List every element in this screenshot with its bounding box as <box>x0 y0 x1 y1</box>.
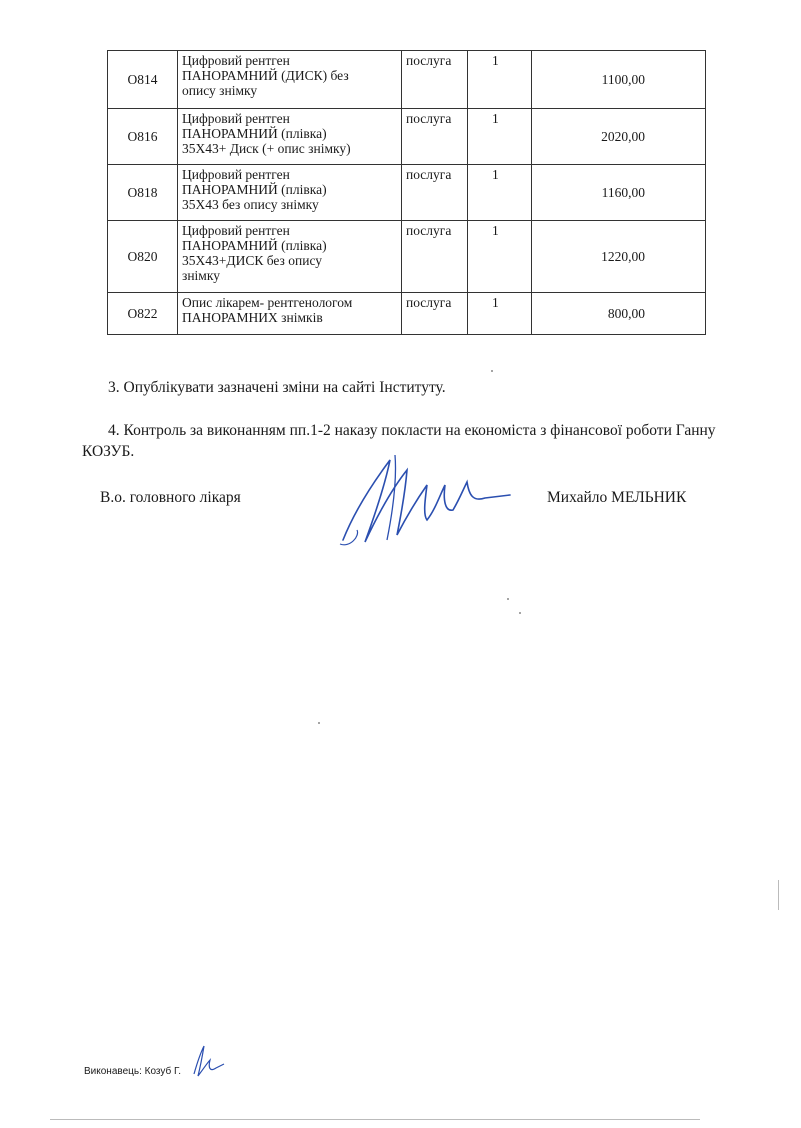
service-qty: 1 <box>468 165 532 221</box>
service-name-line: Опис лікарем- рентгенологом <box>182 295 353 310</box>
initials-signature-icon <box>188 1040 228 1080</box>
service-name <box>178 221 402 293</box>
services-table <box>107 50 706 335</box>
service-name-line: ПАНОРАМНИЙ (плівка) <box>182 182 327 197</box>
service-name-line: ПАНОРАМНИХ знімків <box>182 310 323 325</box>
service-code: О820 <box>108 221 178 293</box>
service-name-line: Цифровий рентген <box>182 111 290 126</box>
service-name <box>178 165 402 221</box>
service-qty: 1 <box>468 51 532 109</box>
service-unit: послуга <box>402 109 468 165</box>
table-row <box>108 293 706 335</box>
signature-icon <box>335 440 515 550</box>
table-row <box>108 109 706 165</box>
service-code: О822 <box>108 293 178 335</box>
executor-note: Виконавець: Козуб Г. <box>84 1066 181 1077</box>
service-qty: 1 <box>468 221 532 293</box>
service-price: 1220,00 <box>532 221 706 293</box>
service-unit: послуга <box>402 293 468 335</box>
service-unit: послуга <box>402 165 468 221</box>
service-name-line: 35Х43 без опису знімку <box>182 197 319 212</box>
service-name-line: Цифровий рентген <box>182 53 290 68</box>
service-price: 1100,00 <box>532 51 706 109</box>
service-name-line: 35Х43+ Диск (+ опис знімку) <box>182 141 351 156</box>
service-unit: послуга <box>402 51 468 109</box>
signer-position: В.о. головного лікаря <box>100 489 241 506</box>
service-qty: 1 <box>468 293 532 335</box>
service-name-line: 35Х43+ДИСК без опису <box>182 253 323 268</box>
table-row <box>108 51 706 109</box>
service-price: 2020,00 <box>532 109 706 165</box>
service-name <box>178 293 402 335</box>
service-unit: послуга <box>402 221 468 293</box>
service-code: О814 <box>108 51 178 109</box>
service-name-line: Цифровий рентген <box>182 223 290 238</box>
service-qty: 1 <box>468 109 532 165</box>
bottom-edge <box>50 1119 700 1120</box>
table-row <box>108 221 706 293</box>
service-name-line: знімку <box>182 268 220 283</box>
service-price: 800,00 <box>532 293 706 335</box>
paragraph-publish: 3. Опублікувати зазначені зміни на сайті Інституту. <box>108 379 446 396</box>
service-name <box>178 109 402 165</box>
service-name-line: ПАНОРАМНИЙ (плівка) <box>182 126 327 141</box>
service-code: О816 <box>108 109 178 165</box>
service-name-line: Цифровий рентген <box>182 167 290 182</box>
service-name-line: ПАНОРАМНИЙ (плівка) <box>182 238 327 253</box>
table-row <box>108 165 706 221</box>
signer-name: Михайло МЕЛЬНИК <box>547 489 687 506</box>
paragraph-control: 4. Контроль за виконанням пп.1-2 наказу покласти на економіста з фінансової роботи Ганну КОЗУБ. <box>82 422 716 460</box>
service-name-line: опису знімку <box>182 83 258 98</box>
service-name <box>178 51 402 109</box>
service-name-line: ПАНОРАМНИЙ (ДИСК) без <box>182 68 349 83</box>
service-code: О818 <box>108 165 178 221</box>
service-price: 1160,00 <box>532 165 706 221</box>
